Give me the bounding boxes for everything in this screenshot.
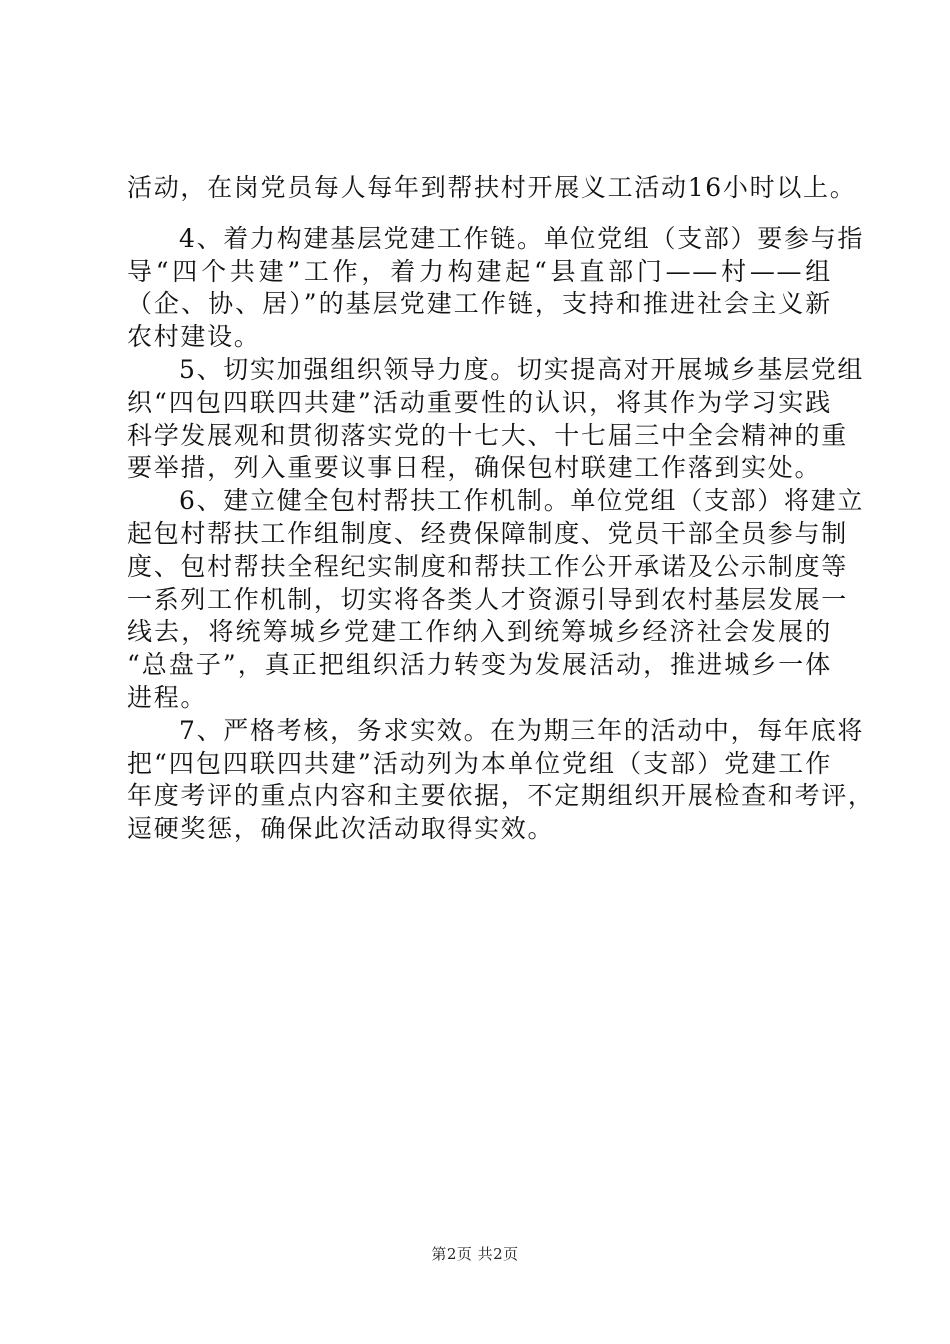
paragraph-line: 6、建立健全包村帮扶工作机制。单位党组（支部）将建立 [179,486,865,516]
paragraph-line: 线去，将统筹城乡党建工作纳入到统筹城乡经济社会发展的 [127,617,832,647]
paragraph-5 [127,354,865,485]
paragraph-line: 4、着力构建基层党建工作链。单位党组（支部）要参与指 [179,223,865,253]
paragraph-line: 导“四个共建”工作，着力构建起“县直部门——村——组 [127,256,832,286]
opening-line: 活动，在岗党员每人每年到帮扶村开展义工活动16小时以上。 [127,173,857,202]
paragraph-line: 织“四包四联四共建”活动重要性的认识，将其作为学习实践 [127,387,832,417]
paragraph-line: 科学发展观和贯彻落实党的十七大、十七届三中全会精神的重 [127,420,848,450]
paragraph-line: 进程。 [127,682,208,712]
paragraph-line: 逗硬奖惩，确保此次活动取得实效。 [127,814,555,844]
document-body [127,172,875,846]
paragraph-line: 要举措，列入重要议事日程，确保包村联建工作落到实处。 [127,453,822,483]
paragraph-line: 7、严格考核，务求实效。在为期三年的活动中，每年底将 [179,715,865,745]
paragraph-4 [127,223,865,354]
paragraph-7 [127,715,875,846]
paragraph-line: 起包村帮扶工作组制度、经费保障制度、党员干部全员参与制 [127,518,848,548]
paragraph-line: 年度考评的重点内容和主要依据，不定期组织开展检查和考评， [127,781,875,811]
paragraph-6 [127,485,865,715]
paragraph-line: 一系列工作机制，切实将各类人才资源引导到农村基层发展一 [127,584,848,614]
paragraph-line: “总盘子”，真正把组织活力转变为发展活动，推进城乡一体 [127,650,832,680]
paragraph-line: 农村建设。 [127,322,261,352]
paragraph-line: 把“四包四联四共建”活动列为本单位党组（支部）党建工作 [127,748,832,778]
paragraph-gap [127,205,832,223]
paragraph-line: （企、协、居）”的基层党建工作链，支持和推进社会主义新 [127,289,832,319]
page-number-footer: 第2页 共2页 [431,1245,519,1263]
paragraph-line: 5、切实加强组织领导力度。切实提高对开展城乡基层党组 [179,354,865,384]
paragraph-line: 度、包村帮扶全程纪实制度和帮扶工作公开承诺及公示制度等 [127,551,848,581]
